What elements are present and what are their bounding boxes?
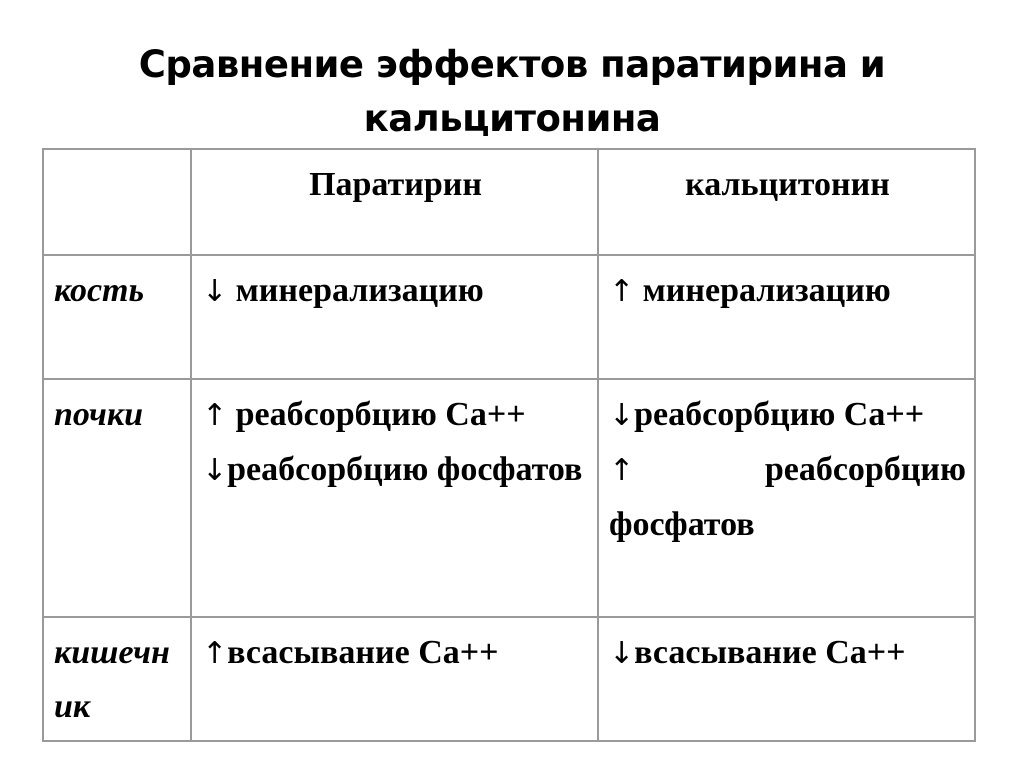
arrow-down-icon: ↓ — [202, 453, 228, 488]
cell-kidney-calcitonin — [598, 379, 975, 617]
header-cell-parathyrin: Паратирин — [191, 149, 598, 255]
cell-intestine-parathyrin — [191, 617, 598, 741]
header-cell-calcitonin: кальцитонин — [598, 149, 975, 255]
effect-text: реабсорбцию Са++ — [634, 396, 925, 433]
cell-intestine-calcitonin — [598, 617, 975, 741]
effect-line — [609, 264, 966, 319]
effect-line — [202, 443, 589, 498]
row-label-intestine: кишечник — [43, 617, 191, 741]
effect-text: реабсорбцию фосфатов — [609, 451, 966, 543]
effect-line — [609, 626, 966, 681]
slide-title-line-2: кальцитонина — [363, 97, 661, 140]
effect-text: минерализацию — [634, 272, 891, 309]
slide-title-line-1: Сравнение эффектов паратирина и — [138, 43, 886, 86]
cell-bone-calcitonin — [598, 255, 975, 379]
arrow-up-icon: ↑ — [609, 453, 635, 488]
cell-bone-parathyrin — [191, 255, 598, 379]
effect-line — [609, 443, 966, 552]
header-cell-empty — [43, 149, 191, 255]
effect-text: минерализацию — [227, 272, 484, 309]
slide-title — [0, 38, 1024, 146]
effect-line — [202, 626, 589, 681]
row-label-kidney: почки — [43, 379, 191, 617]
table-header-row — [43, 149, 975, 255]
effect-line — [202, 388, 589, 443]
effect-text: реабсорбцию Са++ — [227, 396, 526, 433]
effect-line — [202, 264, 589, 319]
arrow-up-icon: ↑ — [609, 274, 635, 309]
effect-line — [609, 388, 966, 443]
table-row-kidney — [43, 379, 975, 617]
effect-text: реабсорбцию фосфатов — [227, 451, 583, 488]
comparison-table — [42, 148, 976, 742]
table-row-bone — [43, 255, 975, 379]
table-row-intestine — [43, 617, 975, 741]
cell-kidney-parathyrin — [191, 379, 598, 617]
arrow-down-icon: ↓ — [202, 274, 228, 309]
arrow-up-icon: ↑ — [202, 636, 228, 671]
arrow-down-icon: ↓ — [609, 636, 635, 671]
arrow-up-icon: ↑ — [202, 398, 228, 433]
arrow-down-icon: ↓ — [609, 398, 635, 433]
row-label-bone: кость — [43, 255, 191, 379]
effect-text: всасывание Са++ — [227, 634, 499, 671]
effect-text: всасывание Са++ — [634, 634, 906, 671]
